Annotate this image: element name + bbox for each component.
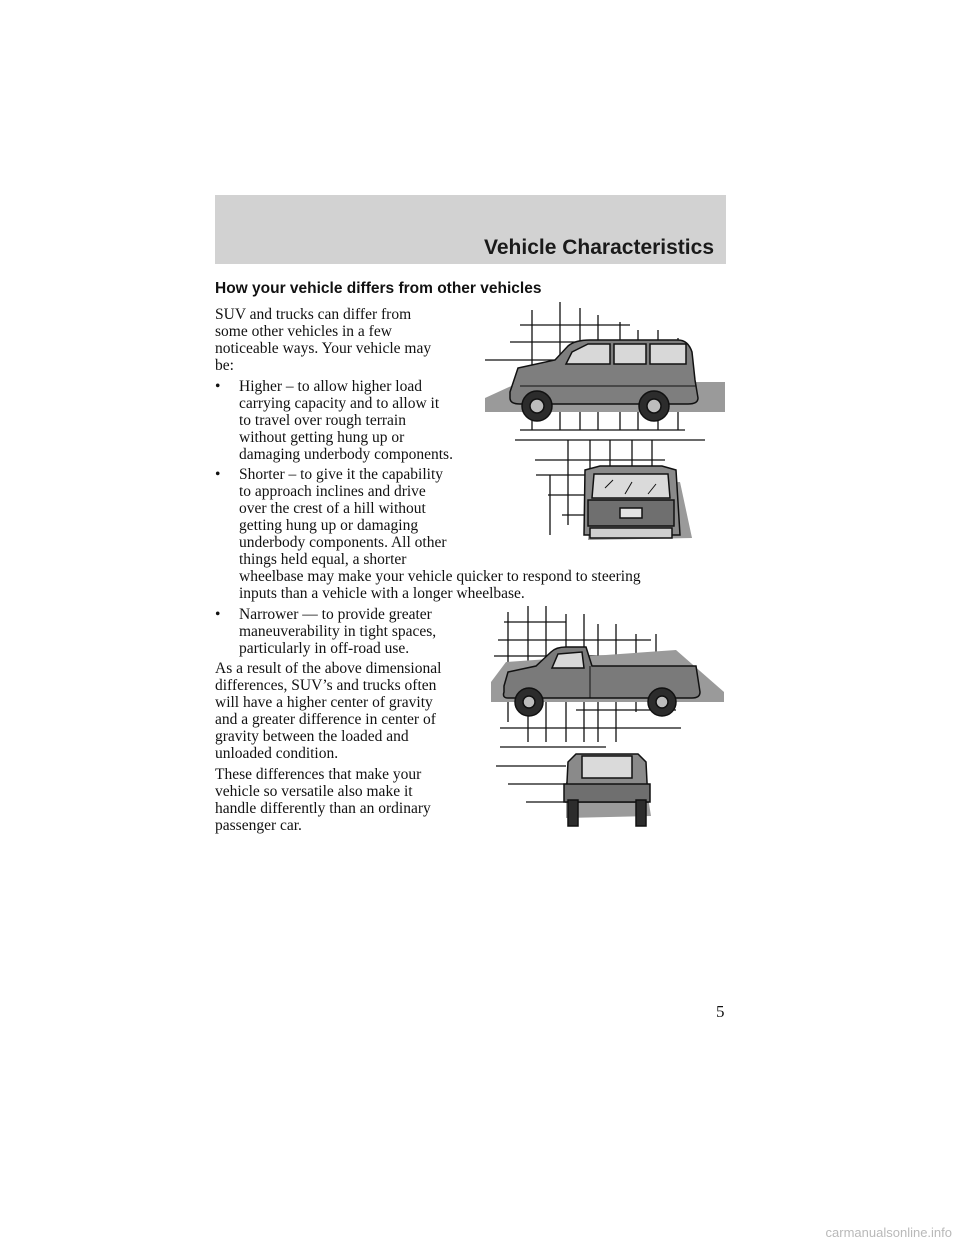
text-line: underbody components. All other [239, 534, 447, 551]
text-line: differences, SUV’s and trucks often [215, 677, 437, 694]
bullet-higher [215, 378, 453, 463]
text-line: noticeable ways. Your vehicle may [215, 340, 432, 357]
paragraph-center-of-gravity [215, 660, 441, 762]
text-line: SUV and trucks can differ from [215, 306, 412, 323]
text-line: These differences that make your [215, 766, 422, 783]
page-number: 5 [716, 1002, 725, 1021]
text-line: will have a higher center of gravity [215, 694, 433, 711]
truck-illustration [486, 602, 736, 832]
text-line: Shorter – to give it the capability [239, 466, 444, 483]
text-line: and a greater difference in center of [215, 711, 436, 728]
text-line: Narrower — to provide greater [239, 606, 432, 623]
text-line: damaging underbody components. [239, 446, 453, 463]
section-title: Vehicle Characteristics [484, 236, 714, 259]
text-line: things held equal, a shorter [239, 551, 407, 568]
text-line: passenger car. [215, 817, 302, 834]
text-line: maneuverability in tight spaces, [239, 623, 437, 640]
suv-illustration [480, 300, 730, 550]
text-line: to approach inclines and drive [239, 483, 426, 500]
paragraph-handling [215, 766, 431, 834]
text-line: unloaded condition. [215, 745, 339, 762]
bullet-marker: • [215, 606, 221, 623]
text-line: As a result of the above dimensional [215, 660, 442, 677]
text-line: particularly in off-road use. [239, 640, 410, 657]
text-line: gravity between the loaded and [215, 728, 409, 745]
watermark: carmanualsonline.info [825, 1225, 952, 1240]
text-line: be: [215, 357, 234, 374]
bullet-narrower [215, 606, 436, 657]
bullet-marker: • [215, 378, 221, 395]
intro-paragraph [215, 306, 431, 374]
text-line: to travel over rough terrain [239, 412, 406, 429]
text-line: getting hung up or damaging [239, 517, 419, 534]
text-line: over the crest of a hill without [239, 500, 426, 517]
text-line: inputs than a vehicle with a longer wheelbase. [239, 585, 525, 602]
text-line: Higher – to allow higher load [239, 378, 422, 395]
section-header-band [215, 195, 726, 264]
text-line: some other vehicles in a few [215, 323, 392, 340]
text-line: without getting hung up or [239, 429, 405, 446]
text-line: carrying capacity and to allow it [239, 395, 440, 412]
text-line: vehicle so versatile also make it [215, 783, 413, 800]
suv-rear-view [584, 466, 680, 538]
article-heading: How your vehicle differs from other vehicles [215, 280, 542, 297]
text-line: wheelbase may make your vehicle quicker to respond to steering [239, 568, 641, 585]
text-line: handle differently than an ordinary [215, 800, 431, 817]
bullet-marker: • [215, 466, 221, 483]
